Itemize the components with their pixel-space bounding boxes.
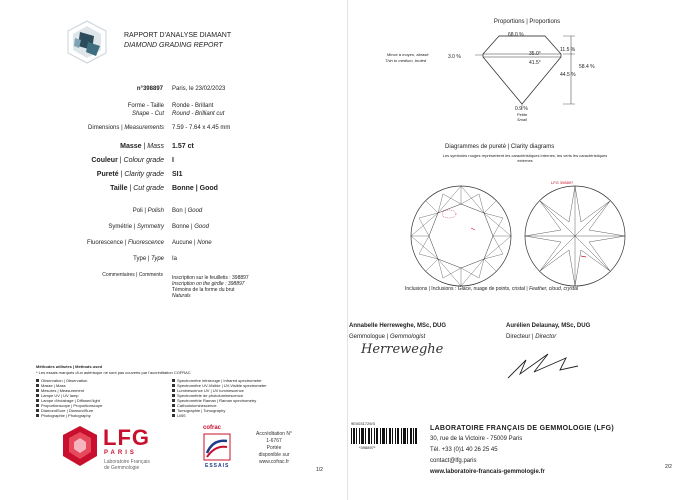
methods-list-2: [172, 378, 322, 418]
signatory-2-role-fr: Directeur: [506, 334, 531, 340]
field-dimensions-label: Dimensions: [88, 125, 120, 131]
signatory-2-role: Directeur | Director: [506, 334, 557, 340]
field-fluorescence-label: Fluorescence: [87, 240, 124, 246]
checkbox-icon: [36, 384, 39, 387]
field-colour-value: I: [172, 157, 174, 164]
accreditation-line: disponible sur: [258, 452, 290, 458]
field-fluorescence-value: Aucune: [172, 240, 193, 246]
field-symmetry-value-en: Good: [194, 224, 209, 230]
barcode-icon: [351, 428, 417, 444]
methods-list-1: [36, 378, 166, 418]
accreditation-line: Portée: [266, 445, 282, 451]
checkbox-icon: [172, 389, 175, 392]
field-symmetry: Symétrie | Symmetry Bonne | Good: [108, 224, 209, 230]
methods-1-item-label: Observation | Observation: [41, 378, 88, 383]
lfg-gem-logo: [66, 20, 108, 64]
prop-culet-en: Small: [517, 117, 528, 122]
checkbox-icon: [172, 409, 175, 412]
methods-1-item-label: Mesures | Measurement: [41, 388, 85, 393]
field-colour: Couleur | Colour grade I: [91, 157, 174, 164]
accreditation-line: 1-6767: [266, 438, 282, 444]
signatory-2-name: Aurélien Delaunay, MSc, DUG: [506, 323, 591, 329]
prop-girdle-en: Thin to medium, bruted: [385, 58, 427, 63]
methods-1-item: [36, 413, 166, 418]
inclusions-text-en: Feather, cloud, crystal: [529, 286, 578, 292]
field-polish-label-en: Polish: [147, 208, 164, 214]
field-cut-label: Taille: [110, 185, 128, 192]
accreditation-line: www.cofrac.fr: [258, 459, 289, 465]
checkbox-icon: [172, 399, 175, 402]
methods-2-item-label: Spectromètre UV-Visible | UV-Visible spectrometer: [177, 383, 267, 388]
checkbox-icon: [36, 389, 39, 392]
checkbox-icon: [36, 399, 39, 402]
report-number: n°398897: [136, 86, 163, 92]
field-fluorescence: Fluorescence | Fluorescence Aucune | None: [87, 240, 212, 246]
methods-1-item-label: Proportionscope | Proportionscope: [41, 403, 103, 408]
methods-2-item-label: Luminescence UV | UV luminescence: [177, 388, 244, 393]
comments-label: Commentaires | Comments: [102, 272, 163, 278]
lfg-logo-city: PARIS: [104, 450, 137, 456]
prop-pavilion-depth: 44.5 %: [560, 72, 576, 78]
methods-note: * Les essais marqués d'un astérisque ne sont pas couverts par l'accréditation COFRAC: [36, 370, 191, 375]
proportions-title: Proportions | Proportions: [493, 19, 561, 25]
prop-culet-fr: Petite: [517, 112, 528, 117]
lab-website[interactable]: www.laboratoire-francais-gemmologie.fr: [430, 469, 545, 475]
girdle-inscription-label: LFG 398897: [551, 180, 574, 185]
barcode-top: 9E0031729/3: [351, 421, 375, 426]
field-polish-label: Poli: [132, 208, 143, 214]
lab-full-name: LABORATOIRE FRANÇAIS DE GEMMOLOGIE (LFG): [430, 425, 615, 432]
comment-line-2: Inscription on the girdle : 398897: [172, 281, 245, 287]
methods-2-item-label: Tomographie | Tomography: [177, 408, 226, 413]
field-dimensions-value: 7.59 - 7.64 x 4.45 mm: [172, 125, 231, 131]
field-cut-label-en: Cut grade: [133, 185, 164, 192]
methods-1-item-label: Masse | Mass: [41, 383, 66, 388]
prop-table: 68.0 %: [508, 32, 524, 38]
inclusions-text-wrap: Inclusions | Inclusions : Glace, nuage de points, cristal | Feather, cloud, crystal: [405, 286, 578, 292]
field-type-value: Ia: [172, 256, 178, 262]
report-title-fr: RAPPORT D'ANALYSE DIAMANT: [124, 32, 232, 39]
field-shape-value-en: Round - Brilliant cut: [172, 111, 225, 117]
prop-total-depth: 58.4 %: [579, 64, 595, 70]
comment-line-4: Naturals: [172, 293, 191, 299]
field-clarity-label-en: Clarity grade: [124, 171, 164, 178]
field-colour-label-en: Colour grade: [123, 157, 164, 164]
field-type: Type | Type Ia: [133, 256, 178, 262]
field-polish: Poli | Polish Bon | Good: [132, 208, 203, 214]
prop-girdle-fr: Mince à moyen, abrasé: [387, 52, 429, 57]
page-number-2: 2/2: [665, 464, 672, 470]
field-mass: Masse | Mass 1.57 ct: [120, 143, 194, 150]
signatory-2-role-en: Director: [535, 334, 557, 340]
methods-title: Méthodes utilisées | Methods used: [36, 364, 103, 369]
signatory-1-role-en: Gemmologist: [389, 334, 426, 340]
methods-2-item-label: Spectrométrie de photoluminescence: [177, 393, 244, 398]
field-fluorescence-label-en: Fluorescence: [127, 240, 164, 246]
methods-2-item-label: Cathodoluminescence: [177, 403, 217, 408]
checkbox-icon: [36, 404, 39, 407]
accreditation-block: [244, 431, 304, 466]
checkbox-icon: [36, 379, 39, 382]
methods-1-item-label: DiamondSure | DiamondSure: [41, 408, 94, 413]
prop-crown-angle: 35.0°: [529, 51, 541, 57]
inclusions-text: Inclusions | Inclusions : Glace, nuage de points, cristal: [405, 286, 525, 292]
comment-line-3: Témoins de la forme du brut: [172, 287, 235, 293]
checkbox-icon: [172, 414, 175, 417]
cofrac-essais-text: ESSAIS: [205, 463, 230, 469]
signatory-2-signature: [504, 348, 584, 382]
comment-line-1: Inscription sur le feuilletis : 398897: [172, 275, 249, 281]
checkbox-icon: [36, 414, 39, 417]
field-shape-en: [0, 111, 348, 121]
field-polish-value-en: Good: [187, 208, 203, 214]
proportions-diagram: [435, 30, 625, 134]
signatory-1-role: Gemmologue | Gemmologist: [349, 334, 426, 340]
field-type-label-en: Type: [151, 256, 164, 262]
barcode-number: *398897*: [359, 445, 376, 450]
lab-address: 30, rue de la Victoire - 75009 Paris: [430, 436, 523, 442]
methods-1-item-label: Lampe UV | UV lamp: [41, 393, 79, 398]
cofrac-logo-text: cofrac: [203, 425, 222, 431]
checkbox-icon: [172, 384, 175, 387]
prop-crown-height: 11.5 %: [560, 47, 576, 53]
report-date: Paris, le 23/02/2023: [172, 86, 226, 92]
prop-culet-value: 0.9 %: [515, 106, 528, 112]
field-dimensions-label-en: Measurements: [124, 125, 164, 131]
field-fluorescence-value-en: None: [197, 240, 212, 246]
field-dimensions: Dimensions | Measurements 7.59 - 7.64 x 4.45 mm: [88, 125, 231, 131]
field-symmetry-value: Bonne: [172, 224, 190, 230]
prop-pavilion-angle: 41.5°: [529, 60, 541, 66]
report-title-en: DIAMOND GRADING REPORT: [124, 42, 223, 49]
signatory-1-signature: Herreweghe: [361, 342, 444, 357]
methods-2-item-label: Spectrométrie Raman | Raman spectrometry: [177, 398, 257, 403]
field-shape-value: Ronde - Brillant: [172, 103, 214, 109]
field-mass-label: Masse: [120, 143, 142, 150]
signatory-1-role-fr: Gemmologue: [349, 334, 386, 340]
lfg-logo-icon: [60, 424, 100, 468]
lab-email[interactable]: contact@lfg.paris: [430, 458, 477, 464]
clarity-title: Diagrammes de pureté | Clarity diagrams: [445, 144, 555, 150]
checkbox-icon: [36, 394, 39, 397]
checkbox-icon: [172, 404, 175, 407]
report-page-2: [349, 0, 697, 500]
lfg-logo-name-2: de Gemmologie: [104, 465, 140, 471]
field-cut-value-en: Good: [199, 185, 218, 192]
field-symmetry-label: Symétrie: [108, 224, 133, 230]
cofrac-logo-icon: [203, 433, 231, 461]
field-clarity-label: Pureté: [96, 171, 119, 178]
field-cut-value: Bonne: [172, 185, 194, 192]
checkbox-icon: [172, 379, 175, 382]
prop-girdle-value: 3.0 %: [448, 54, 461, 60]
field-clarity: Pureté | Clarity grade SI1: [96, 171, 183, 178]
crown-diagram: [409, 184, 513, 288]
accreditation-line: Accréditation N°: [256, 431, 292, 437]
lfg-logo-name-1: Laboratoire Français: [104, 459, 150, 465]
pavilion-diagram: [523, 184, 627, 288]
field-symmetry-label-en: Symmetry: [137, 224, 164, 230]
checkbox-icon: [172, 394, 175, 397]
clarity-note: Les symboles rouges représentent les caractéristiques internes, les verts les caractéristiques externes: [442, 153, 608, 163]
field-clarity-value: SI1: [172, 171, 183, 178]
methods-2-item-label: Spectromètre infrarouge | Infrared spectrometer: [177, 378, 262, 383]
report-page-1: [0, 0, 348, 500]
field-cut: Taille | Cut grade Bonne | Good: [110, 185, 218, 192]
field-shape-label-en: Shape - Cut: [131, 111, 164, 117]
page-number-1: 1/2: [316, 467, 323, 473]
lab-phone: Tél. +33 (0)1 40 26 25 45: [430, 447, 498, 453]
field-polish-value: Bon: [172, 208, 183, 214]
methods-1-item-label: Photographie | Photography: [41, 413, 91, 418]
field-mass-value: 1.57 ct: [172, 143, 194, 150]
field-shape-label: Forme - Taille: [127, 103, 164, 109]
methods-1-item-label: Lampe d'éclairage | Diffused light: [41, 398, 100, 403]
methods-2-item-label: LIBS: [177, 413, 186, 418]
field-type-label: Type: [133, 256, 147, 262]
field-colour-label: Couleur: [91, 157, 118, 164]
field-mass-label-en: Mass: [147, 143, 164, 150]
checkbox-icon: [36, 409, 39, 412]
methods-2-item: [172, 413, 322, 418]
signatory-1-name: Annabelle Herreweghe, MSc, DUG: [349, 323, 447, 329]
lfg-logo-text: LFG: [103, 425, 150, 450]
